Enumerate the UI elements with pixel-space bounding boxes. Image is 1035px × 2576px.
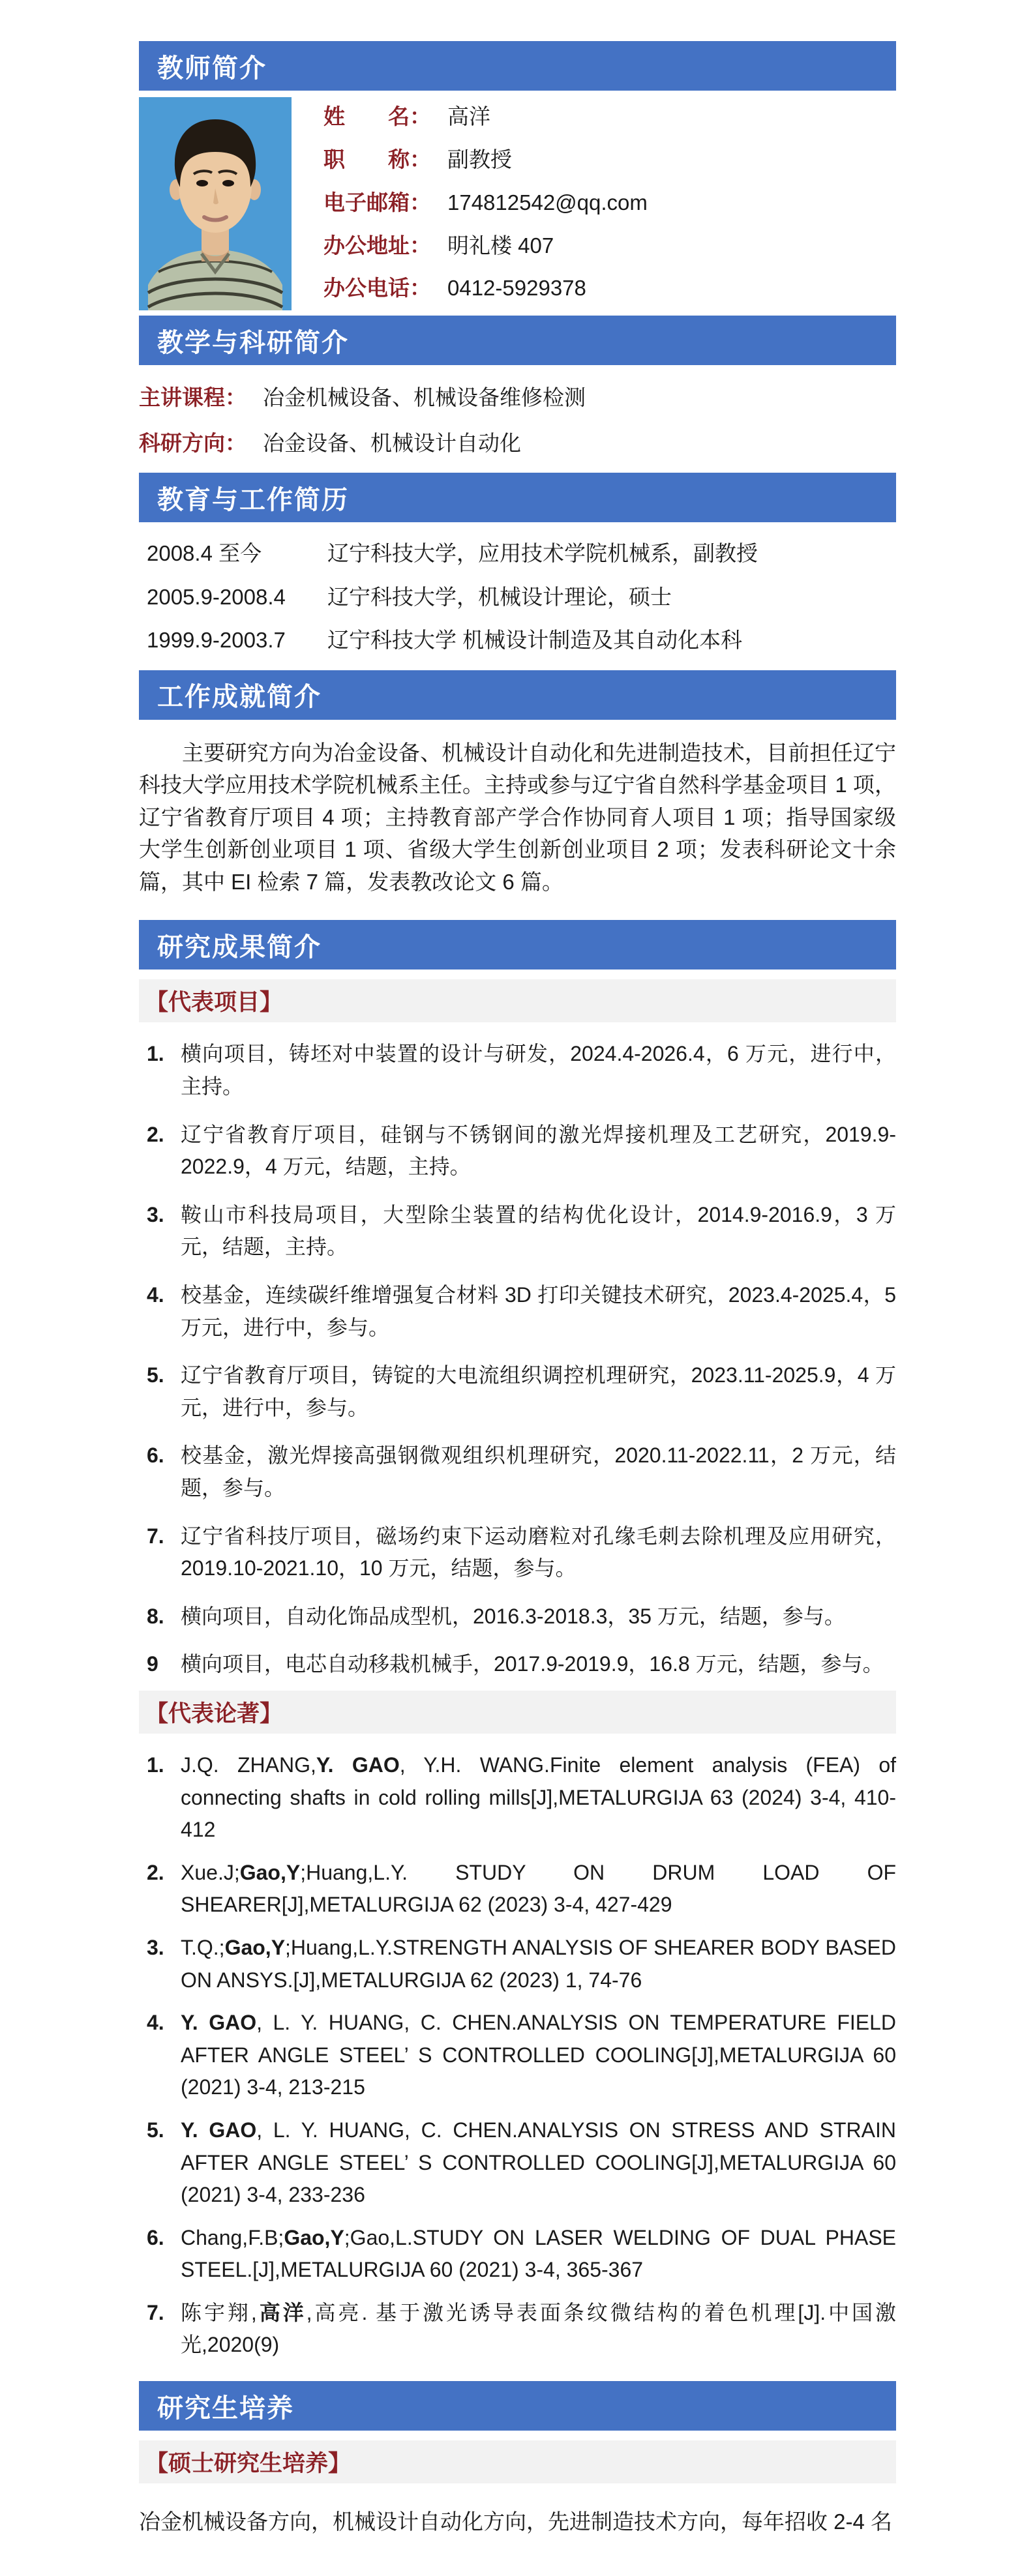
education-period: 2008.4 至今: [147, 541, 262, 566]
publication-item: [147, 1932, 896, 1996]
publication-item: [147, 1857, 896, 1921]
profile-field-label: 职 称：: [323, 147, 431, 171]
project-item: [147, 1601, 896, 1633]
section-title-graduate-training: 研究生培养: [157, 2393, 294, 2423]
teacher-photo-image: [139, 97, 292, 310]
publication-item-number: 7.: [147, 2300, 164, 2324]
publication-item-text: Xue.J;Gao,Y;Huang,L.Y. STUDY ON DRUM LOAD OF SHEARER[J],METALURGIJA 62 (2023) 3-4, 427-429: [181, 1860, 896, 1917]
section-bar-education-work: [139, 473, 896, 522]
content-column: [139, 0, 896, 2576]
profile-field-label: 姓 名：: [323, 104, 431, 128]
section-bar-work-achievements: [139, 670, 896, 720]
publication-item-number: 6.: [147, 2225, 164, 2249]
publication-item-text: J.Q. ZHANG,Y. GAO, Y.H. WANG.Finite element analysis (FEA) of connecting shafts in cold rolling mills[J],METALURGIJA 63 (2024) 3-4, 410-412: [181, 1753, 896, 1842]
project-item: [147, 1520, 896, 1585]
teaching-field-value: 冶金设备、机械设计自动化: [263, 430, 521, 455]
profile-field-label: 电子邮箱：: [323, 190, 431, 215]
publication-item-number: 1.: [147, 1753, 164, 1777]
section-title-research-results: 研究成果简介: [157, 932, 322, 962]
teacher-photo: [139, 97, 292, 310]
project-item-number: 5.: [147, 1363, 164, 1387]
publications-list: [139, 1749, 896, 2361]
profile-field-row: [323, 233, 896, 259]
project-item-text: 鞍山市科技局项目，大型除尘装置的结构优化设计，2014.9-2016.9，3 万元，结题，主持。: [181, 1202, 896, 1259]
teaching-field-value: 冶金机械设备、机械设备维修检测: [263, 385, 586, 409]
teaching-field-label: 科研方向：: [139, 430, 247, 455]
education-detail: 辽宁科技大学，应用技术学院机械系，副教授: [327, 541, 758, 566]
section-title-teaching-research: 教学与科研简介: [157, 328, 349, 357]
publication-item-text: T.Q.;Gao,Y;Huang,L.Y.STRENGTH ANALYSIS OF SHEARER BODY BASED ON ANSYS.[J],METALURGIJA 62 (2023) 1, 74-76: [181, 1935, 896, 1992]
publication-item-text: Y. GAO, L. Y. HUANG, C. CHEN.ANALYSIS ON TEMPERATURE FIELD AFTER ANGLE STEEL’ S CONTROLLED COOLING[J],METALURGIJA 60 (2021) 3-4, 213-215: [181, 2011, 897, 2099]
education-period: 1999.9-2003.7: [147, 628, 286, 653]
project-item-text: 横向项目，自动化饰品成型机，2016.3-2018.3，35 万元，结题，参与。: [181, 1604, 845, 1628]
profile-field-value: 174812542@qq.com: [447, 190, 648, 215]
profile-block: [139, 97, 896, 310]
publication-item-number: 2.: [147, 1860, 164, 1884]
project-item-number: 1.: [147, 1042, 164, 1066]
publication-item-text: Y. GAO, L. Y. HUANG, C. CHEN.ANALYSIS ON STRESS AND STRAIN AFTER ANGLE STEEL’ S CONTROLLED COOLING[J],METALURGIJA 60 (2021) 3-4, 233-236: [181, 2118, 897, 2207]
teaching-fields: [139, 385, 896, 456]
teaching-field-row: [139, 430, 896, 456]
education-row: [147, 584, 896, 610]
achievements-paragraph: 主要研究方向为冶金设备、机械设计自动化和先进制造技术，目前担任辽宁科技大学应用技术学院机械系主任。主持或参与辽宁省自然科学基金项目 1 项，辽宁省教育厅项目 4 项；主持教育部产学合作协同育人项目 1 项；指导国家级大学生创新创业项目 1 项、省级大学生创新创业项目 2 项；发表科研论文十余篇，其中 EI 检索 7 篇，发表教改论文 6 篇。: [139, 740, 896, 894]
section-title-education-work: 教育与工作简历: [157, 485, 349, 514]
publication-item-text: Chang,F.B;Gao,Y;Gao,L.STUDY ON LASER WELDING OF DUAL PHASE STEEL.[J],METALURGIJA 60 (2021) 3-4, 365-367: [181, 2225, 896, 2282]
education-detail: 辽宁科技大学，机械设计理论，硕士: [327, 584, 672, 609]
project-item: [147, 1440, 896, 1504]
project-item-text: 校基金，激光焊接高强钢微观组织机理研究，2020.11-2022.11，2 万元，结题，参与。: [181, 1443, 896, 1500]
education-detail: 辽宁科技大学 机械设计制造及其自动化本科: [327, 628, 743, 653]
project-item-text: 校基金，连续碳纤维增强复合材料 3D 打印关键技术研究，2023.4-2025.4，5 万元，进行中，参与。: [181, 1283, 896, 1339]
education-history: [139, 540, 896, 653]
profile-field-value: 高洋: [447, 104, 490, 128]
publication-item-text: 陈宇翔,高洋,高亮. 基于激光诱导表面条纹微结构的着色机理[J].中国激光,2020(9): [181, 2300, 896, 2357]
project-item-number: 9: [147, 1652, 158, 1676]
profile-field-row: [323, 275, 896, 301]
publication-item: [147, 2007, 896, 2104]
publication-item: [147, 2222, 896, 2287]
subheading-master-training-label: 【硕士研究生培养】: [145, 2451, 352, 2477]
profile-field-label: 办公电话：: [323, 276, 431, 301]
project-item-text: 辽宁省科技厅项目，磁场约束下运动磨粒对孔缘毛刺去除机理及应用研究，2019.10-2021.10，10 万元，结题，参与。: [181, 1524, 896, 1580]
publication-item-number: 4.: [147, 2011, 164, 2035]
profile-field-value: 明礼楼 407: [447, 233, 554, 258]
project-item: [147, 1199, 896, 1264]
section-bar-teaching-research: [139, 316, 896, 365]
section-bar-teacher-intro: [139, 41, 896, 91]
profile-fields: [323, 97, 896, 310]
project-item-number: 3.: [147, 1202, 164, 1226]
subheading-representative-publications: [139, 1691, 896, 1734]
publication-item-number: 5.: [147, 2118, 164, 2142]
graduate-training-text: 冶金机械设备方向，机械设计自动化方向，先进制造技术方向，每年招收 2-4 名: [139, 2509, 893, 2534]
profile-field-value: 0412-5929378: [447, 276, 586, 301]
profile-field-row: [323, 104, 896, 130]
project-item-number: 2.: [147, 1122, 164, 1146]
project-item: [147, 1279, 896, 1344]
project-item: [147, 1359, 896, 1424]
subheading-representative-publications-label: 【代表论著】: [145, 1700, 283, 1726]
project-item: [147, 1119, 896, 1183]
project-item-text: 横向项目，铸坯对中装置的设计与研发，2024.4-2026.4，6 万元，进行中，主持。: [181, 1042, 896, 1099]
education-period: 2005.9-2008.4: [147, 584, 286, 609]
profile-field-row: [323, 190, 896, 216]
project-item-text: 辽宁省教育厅项目，硅钢与不锈钢间的激光焊接机理及工艺研究，2019.9-2022.9，4 万元，结题，主持。: [181, 1122, 896, 1179]
project-item-text: 辽宁省教育厅项目，铸锭的大电流组织调控机理研究，2023.11-2025.9，4 万元，进行中，参与。: [181, 1363, 896, 1419]
publication-item: [147, 2114, 896, 2212]
teaching-field-row: [139, 385, 896, 411]
publication-item: [147, 1749, 896, 1846]
project-item-number: 7.: [147, 1524, 164, 1548]
education-row: [147, 627, 896, 653]
section-title-teacher-intro: 教师简介: [157, 53, 267, 83]
publication-item-number: 3.: [147, 1935, 164, 1959]
projects-list: [139, 1038, 896, 1681]
profile-field-value: 副教授: [447, 147, 512, 171]
teaching-field-label: 主讲课程：: [139, 385, 247, 409]
section-bar-research-results: [139, 920, 896, 970]
section-bar-graduate-training: [139, 2381, 896, 2431]
profile-field-row: [323, 147, 896, 173]
project-item-number: 4.: [147, 1283, 164, 1307]
profile-field-label: 办公地址：: [323, 233, 431, 258]
project-item: [147, 1648, 896, 1681]
project-item-number: 8.: [147, 1604, 164, 1628]
publication-item: [147, 2297, 896, 2361]
subheading-representative-projects: [139, 979, 896, 1022]
project-item-number: 6.: [147, 1443, 164, 1468]
education-row: [147, 540, 896, 567]
section-title-work-achievements: 工作成就简介: [157, 683, 322, 712]
subheading-master-training: [139, 2440, 896, 2483]
project-item: [147, 1038, 896, 1103]
subheading-representative-projects-label: 【代表项目】: [145, 990, 283, 1016]
project-item-text: 横向项目，电芯自动移栽机械手，2017.9-2019.9，16.8 万元，结题，参与。: [181, 1652, 884, 1676]
